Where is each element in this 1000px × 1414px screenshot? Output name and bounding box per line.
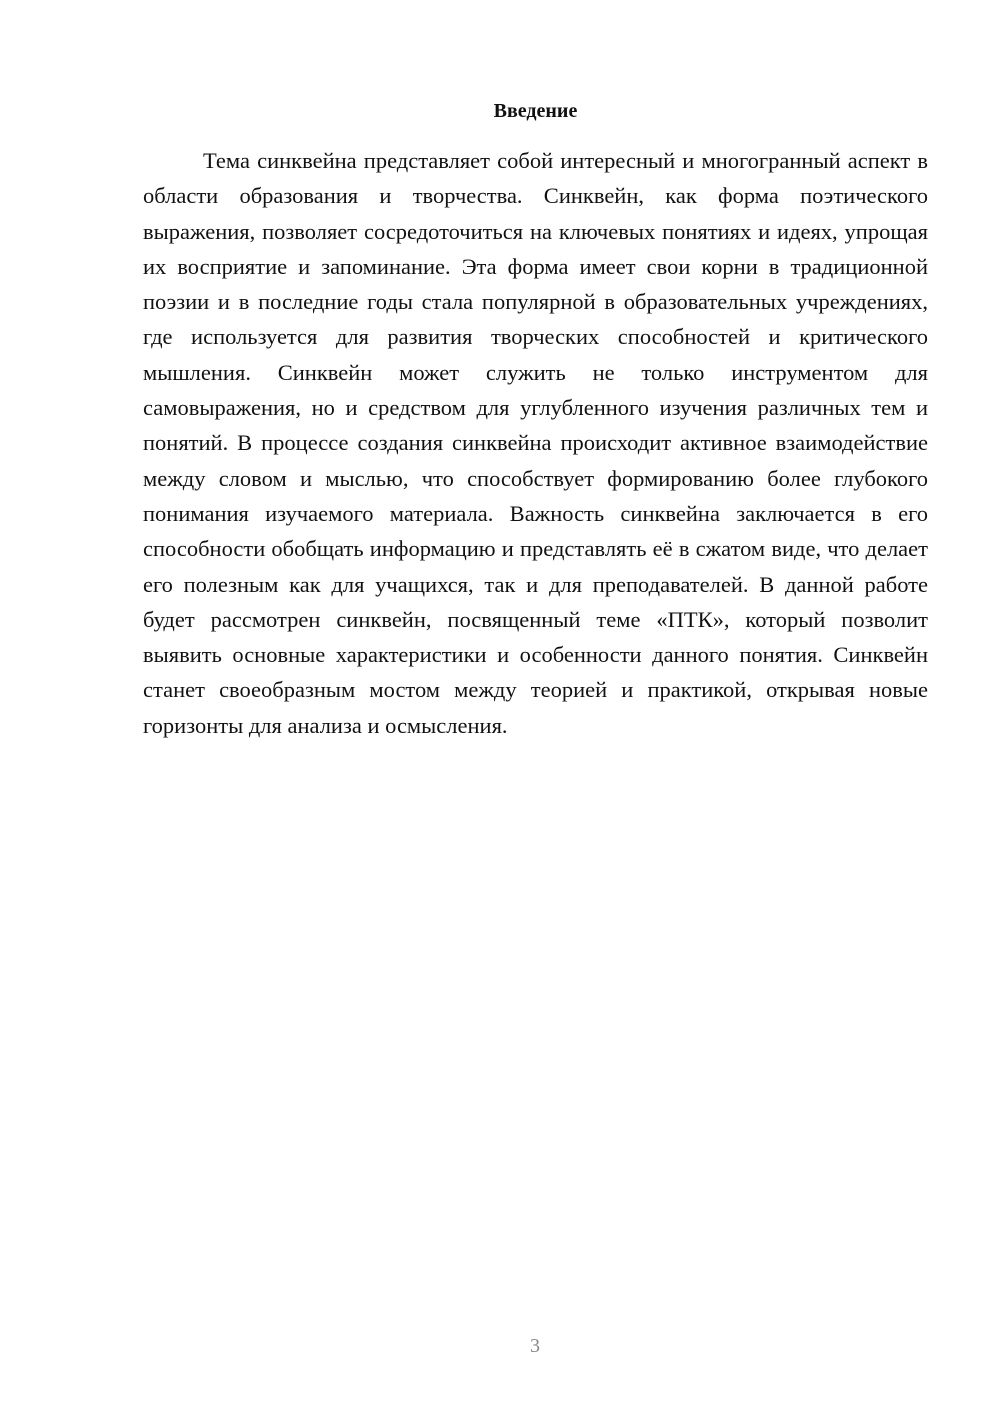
body-paragraph: Тема синквейна представляет собой интересный и многогранный аспект в области образования и творчества. Синквейн, как форма поэтического выражения, позволяет сосредоточиться на ключевых понятиях и идеях, упрощая их восприятие и запоминание. Эта форма имеет свои корни в традиционной поэзии и в последние годы стала популярной в образовательных учреждениях, где используется для развития творческих способностей и критического мышления. Синквейн может служить не только инструментом для самовыражения, но и средством для углубленного изучения различных тем и понятий. В процессе создания синквейна происходит активное взаимодействие между словом и мыслью, что способствует формированию более глубокого понимания изучаемого материала. Важность синквейна заключается в его способности обобщать информацию и представлять её в сжатом виде, что делает его полезным как для учащихся, так и для преподавателей. В данной работе будет рассмотрен синквейн, посвященный теме «ПТК», который позволит выявить основные характеристики и особенности данного понятия. Синквейн станет своеобразным мостом между теорией и практикой, открывая новые горизонты для анализа и осмысления.: [143, 148, 928, 738]
page-number: 3: [530, 1335, 540, 1357]
section-heading: Введение: [493, 100, 578, 122]
